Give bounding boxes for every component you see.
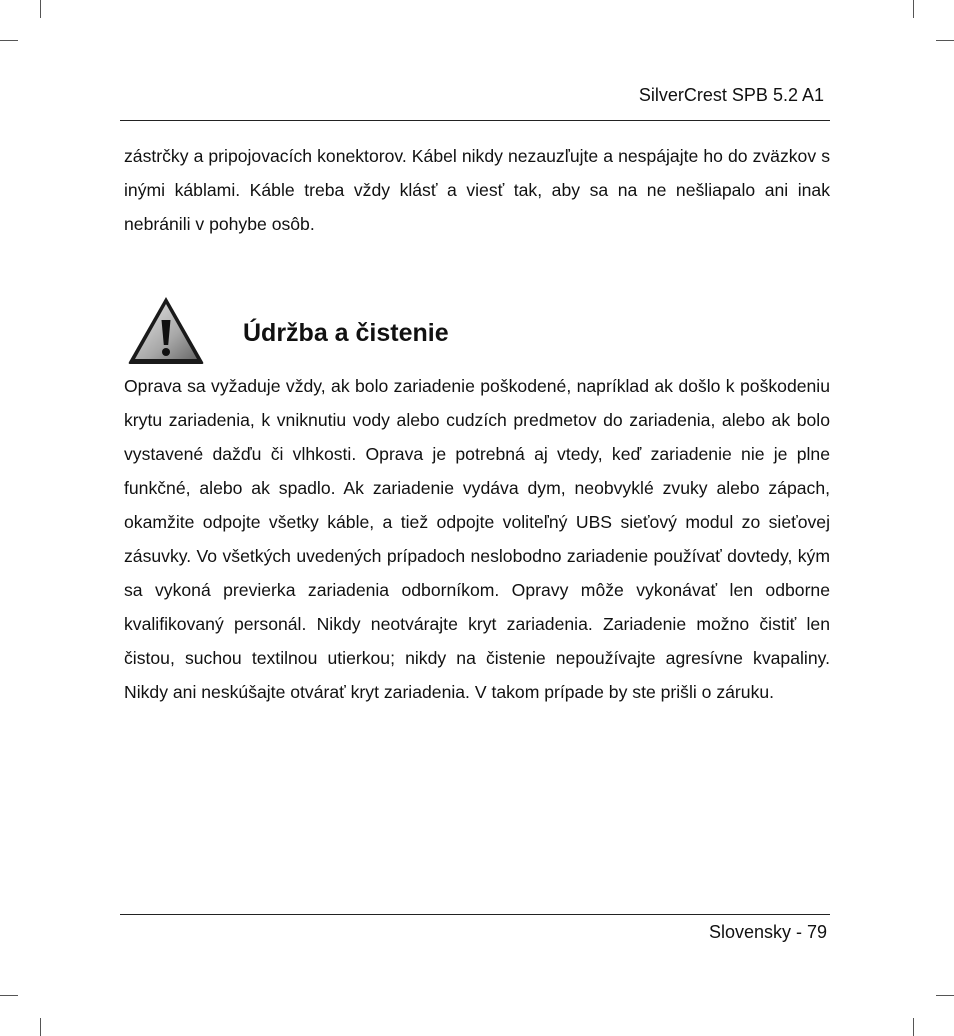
crop-mark bbox=[936, 995, 954, 996]
crop-mark bbox=[913, 0, 914, 18]
crop-mark bbox=[936, 40, 954, 41]
crop-mark bbox=[0, 40, 18, 41]
footer-rule bbox=[120, 914, 830, 915]
crop-mark bbox=[40, 0, 41, 18]
header-title: SilverCrest SPB 5.2 A1 bbox=[638, 85, 824, 105]
warning-icon bbox=[126, 294, 206, 366]
page-number: Slovensky - 79 bbox=[708, 922, 827, 942]
section-heading: Údržba a čistenie bbox=[243, 319, 449, 347]
crop-mark bbox=[913, 1018, 914, 1036]
section-body-paragraph: Oprava sa vyžaduje vždy, ak bolo zariadenie poškodené, napríklad ak došlo k poškodeniu krytu zariadenia, k vniknutiu vody alebo cudzích predmetov do zariadenia, alebo ak bolo vystavené dažďu či vlhkosti. Oprava je potrebná aj vtedy, keď zariadenie nie je plne funkčné, alebo ak spadlo. Ak zariadenie vydáva dym, neobvyklé zvuky alebo zápach, okamžite odpojte všetky káble, a tiež odpojte voliteľný UBS sieťový modul zo sieťovej zásuvky. Vo všetkých uvedených prípadoch neslobodno zariadenie používať dovtedy, kým sa vykoná previerka zariadenia odborníkom. Opravy môže vykonávať len odborne kvalifikovaný personál. Nikdy neotvárajte kryt zariadenia. Zariadenie možno čistiť len čistou, suchou textilnou utierkou; nikdy na čistenie nepoužívajte agresívne kvapaliny. Nikdy ani neskúšajte otvárať kryt zariadenia. V takom prípade by ste prišli o záruku. bbox=[124, 376, 830, 702]
intro-paragraph: zástrčky a pripojovacích konektorov. Kábel nikdy nezauzľujte a nespájajte ho do zväzkov s inými káblami. Káble treba vždy klásť a viesť tak, aby sa na ne nešliapalo ani inak nebránili v pohybe osôb. bbox=[124, 146, 830, 234]
crop-mark bbox=[0, 995, 18, 996]
crop-mark bbox=[40, 1018, 41, 1036]
header-rule bbox=[120, 120, 830, 121]
